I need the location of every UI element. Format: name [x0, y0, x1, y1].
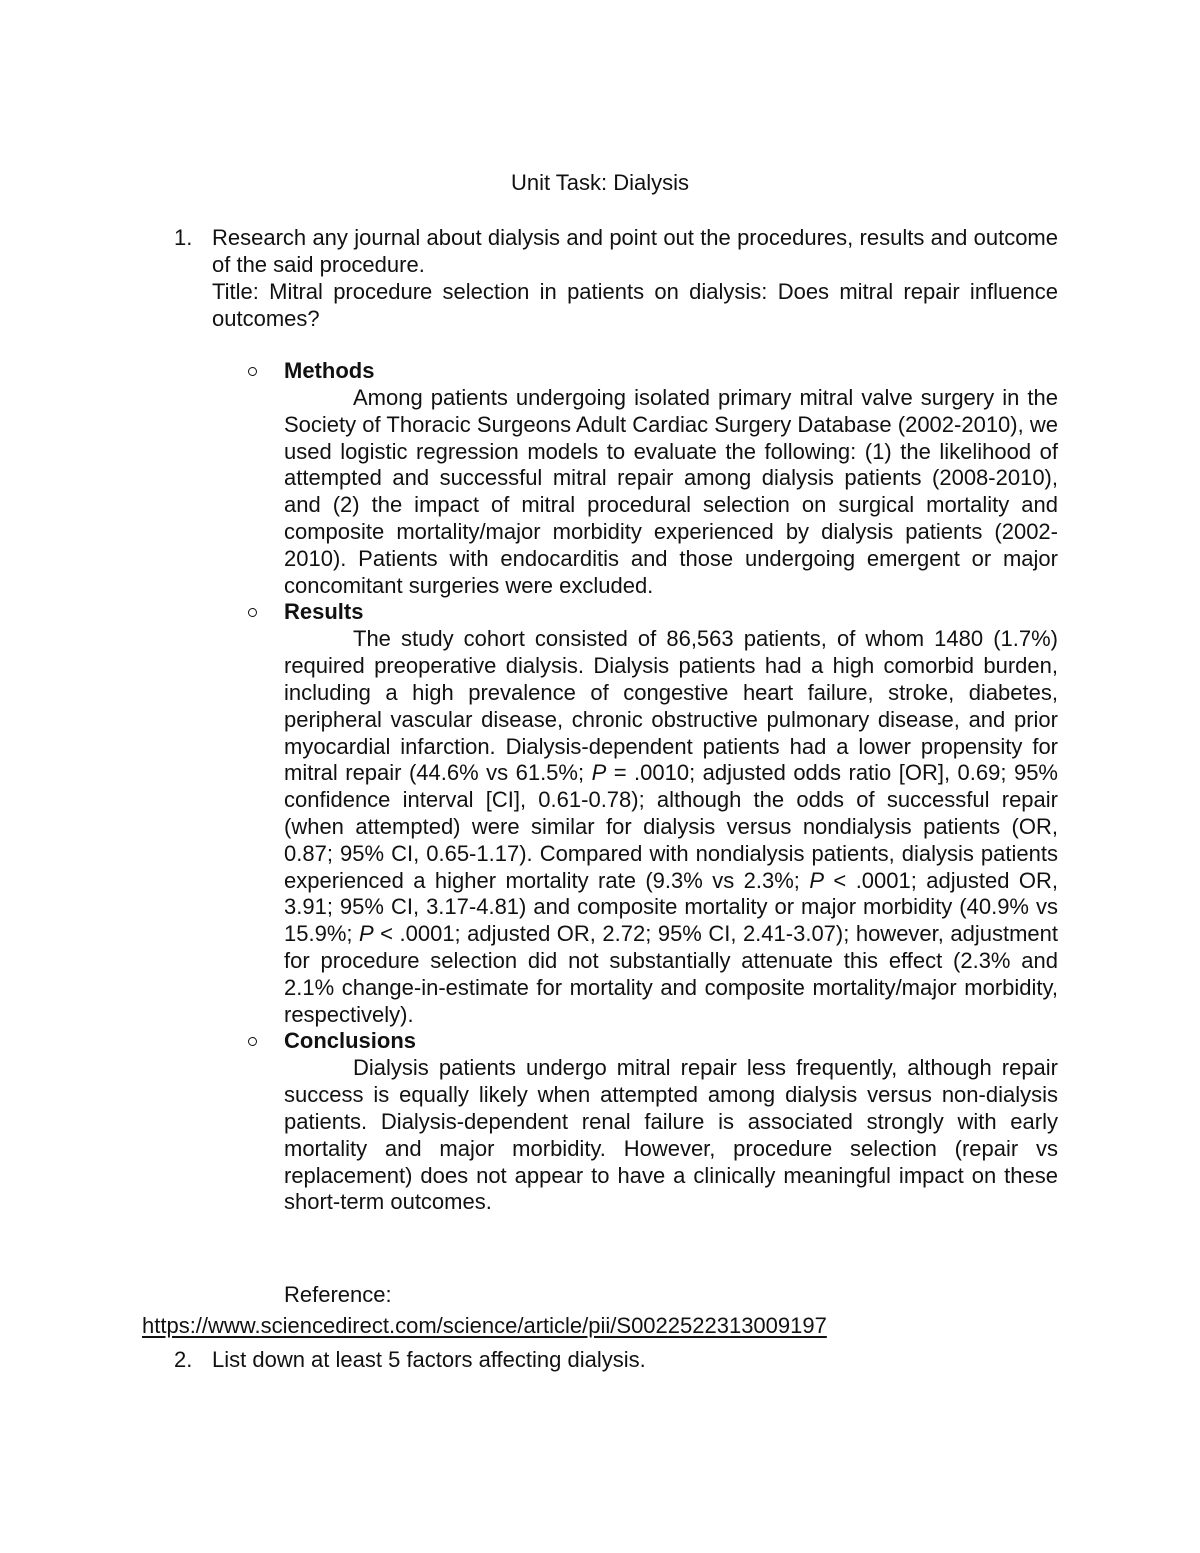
conclusions-text: Dialysis patients undergo mitral repair less frequently, although repair success is equally likely when attempted among dialysis versus non-dialysis patients. Dialysis-dependent renal failure is associated strongly with early mortality and major morbidity. However, procedure selection (repair vs replacement) does not appear to have a clinically meaningful impact on these short-term outcomes. [284, 1055, 1058, 1215]
sections [0, 358, 1200, 1216]
question-1-text: Research any journal about dialysis and point out the procedures, results and outcome of the said procedure. [212, 225, 1058, 277]
reference-label: Reference: [284, 1282, 392, 1307]
question-2-number: 2. [174, 1347, 193, 1372]
results-text-part-1: The study cohort consisted of 86,563 patients, of whom 1480 (1.7%) required preoperative dialysis. Dialysis patients had a high comorbid burden, including a high prevalence of congestive heart failure, stroke, diabetes, peripheral vascular disease, chronic obstructive pulmonary disease, and prior myocardial infarction. Dialysis-dependent patients had a lower propensity for mitral repair (44.6% vs 61.5%; [284, 626, 1058, 786]
results-text-part-4: < .0001; adjusted OR, 2.72; 95% CI, 2.41-3.07); however, adjustment for procedure selection did not substantially attenuate this effect (2.3% and 2.1% change-in-estimate for mortality and composite mortality/major morbidity, respectively). [284, 921, 1058, 1027]
results-text-part-2: = .0010; adjusted odds ratio [OR], 0.69; 95% confidence interval [CI], 0.61-0.78); although the odds of successful repair (when attempted) were similar for dialysis versus nondialysis patients (OR, 0.87; 95% CI, 0.65-1.17). Compared with nondialysis patients, dialysis patients experienced a higher mortality rate (9.3% vs 2.3%; [284, 760, 1058, 893]
conclusions-section [284, 1028, 1058, 1216]
p-value-symbol: P [809, 867, 825, 893]
question-2-text: List down at least 5 factors affecting dialysis. [212, 1347, 646, 1372]
question-1-number: 1. [174, 225, 193, 250]
question-1-body [212, 224, 1058, 332]
bullet-icon [248, 608, 257, 617]
methods-section [284, 358, 1058, 599]
results-section [284, 599, 1058, 1028]
article-title: Title: Mitral procedure selection in patients on dialysis: Does mitral repair influence outcomes? [212, 279, 1058, 331]
p-value-symbol: P [358, 921, 374, 947]
bullet-icon [248, 1037, 257, 1046]
bullet-icon [248, 367, 257, 376]
document-title: Unit Task: Dialysis [510, 170, 690, 195]
conclusions-heading: Conclusions [284, 1028, 417, 1054]
methods-text: Among patients undergoing isolated primary mitral valve surgery in the Society of Thoracic Surgeons Adult Cardiac Surgery Database (2002-2010), we used logistic regression models to evaluate the following: (1) the likelihood of attempted and successful mitral repair among dialysis patients (2008-2010), and (2) the impact of mitral procedural selection on surgical mortality and composite mortality/major morbidity experienced by dialysis patients (2002-2010). Patients with endocarditis and those undergoing emergent or major concomitant surgeries were excluded. [284, 385, 1058, 598]
p-value-symbol: P [591, 760, 607, 786]
reference-link[interactable]: https://www.sciencedirect.com/science/article/pii/S0022522313009197 [142, 1313, 827, 1338]
methods-heading: Methods [284, 358, 375, 383]
results-text [284, 626, 1058, 1028]
results-heading: Results [284, 599, 364, 625]
results-text-part-3: < .0001; adjusted OR, 3.91; 95% CI, 3.17-4.81) and composite mortality or major morbidity (40.9% vs 15.9%; [284, 867, 1058, 947]
